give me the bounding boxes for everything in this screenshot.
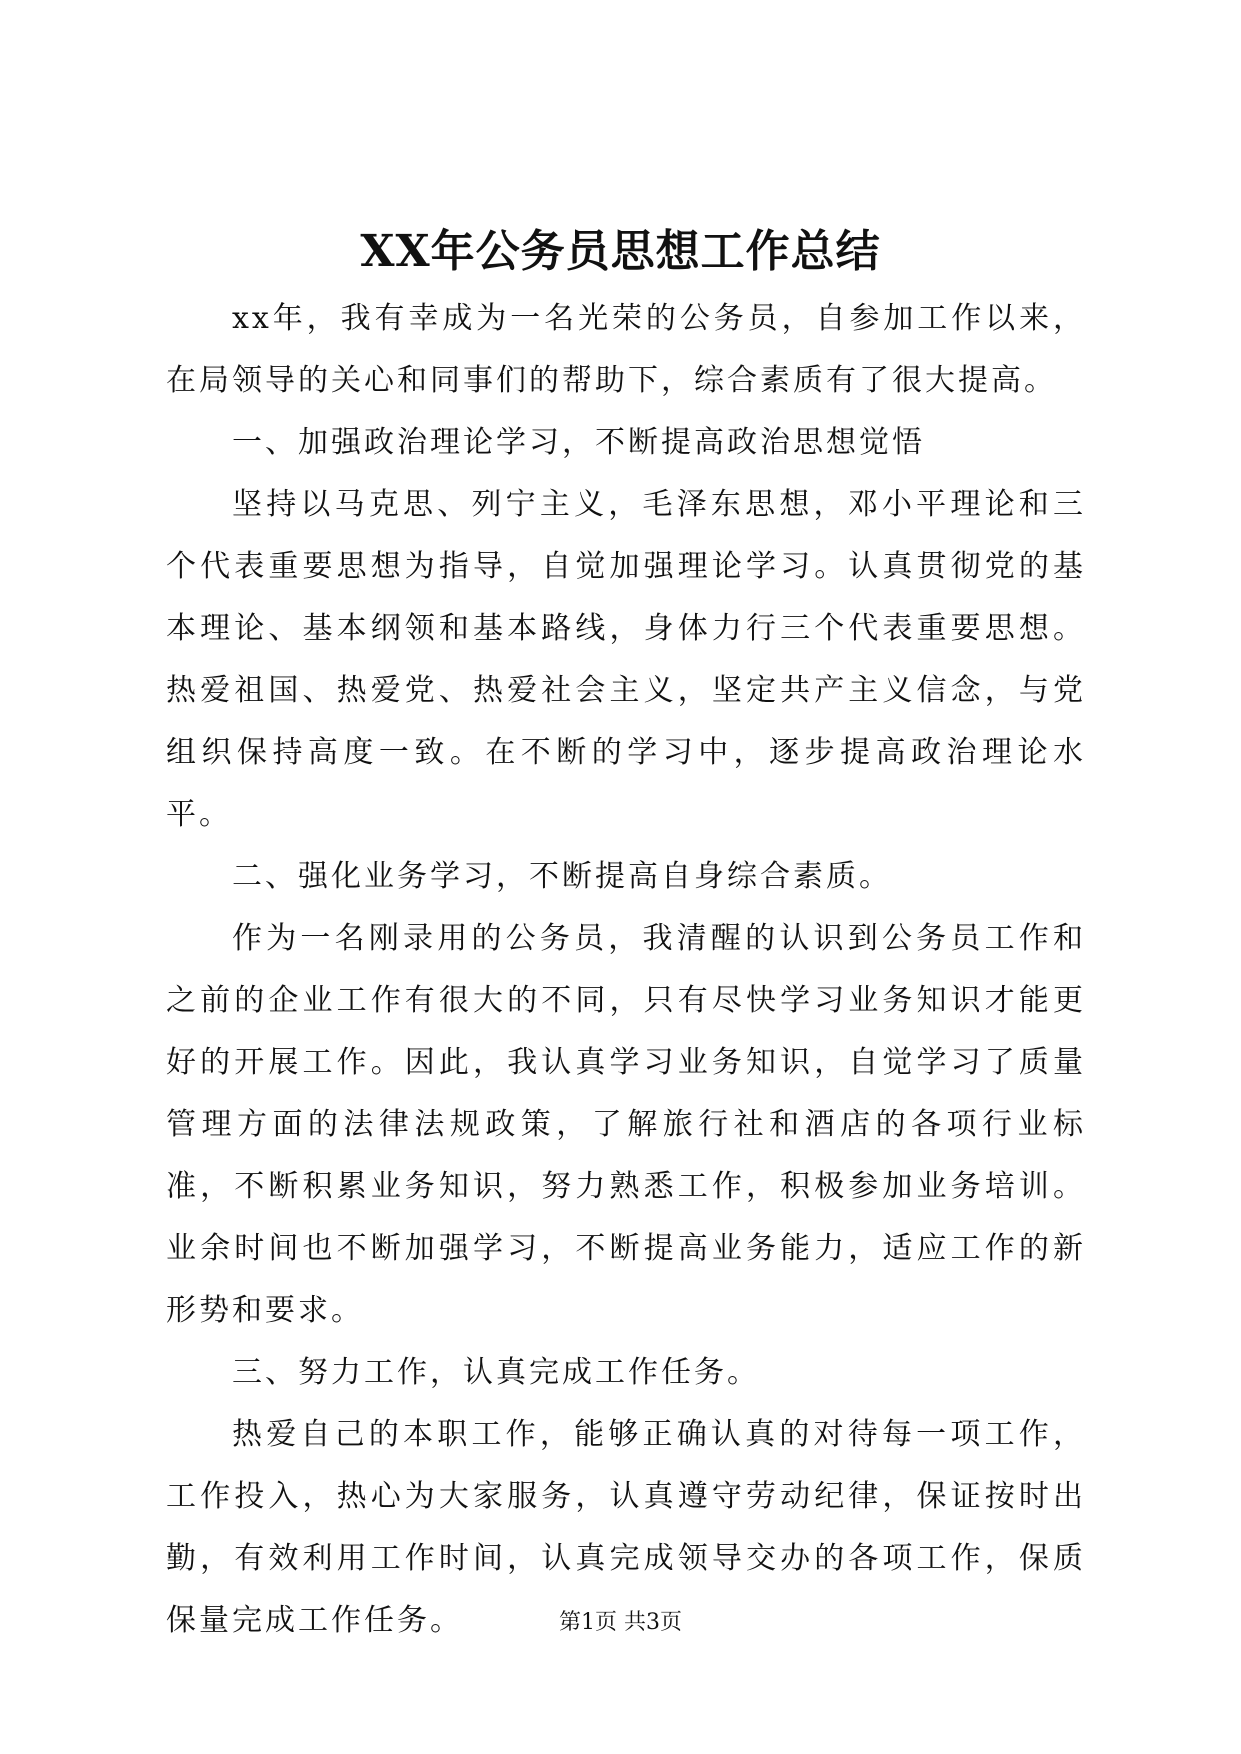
section-1-paragraph: 坚持以马克思、列宁主义，毛泽东思想，邓小平理论和三个代表重要思想为指导，自觉加强理论学习。认真贯彻党的基本理论、基本纲领和基本路线，身体力行三个代表重要思想。热爱祖国、热爱党、热爱社会主义，坚定共产主义信念，与党组织保持高度一致。在不断的学习中，逐步提高政治理论水平。 <box>166 487 1086 832</box>
document-title: XX年公务员思想工作总结 <box>360 226 881 277</box>
page-number-footer: 第1页 共3页 <box>559 1610 682 1635</box>
section-2-heading: 二、强化业务学习，不断提高自身综合素质。 <box>232 859 892 894</box>
intro-paragraph: xx年，我有幸成为一名光荣的公务员，自参加工作以来，在局领导的关心和同事们的帮助下，综合素质有了很大提高。 <box>166 301 1086 398</box>
document-body <box>166 288 1086 1652</box>
section-2-paragraph: 作为一名刚录用的公务员，我清醒的认识到公务员工作和之前的企业工作有很大的不同，只有尽快学习业务知识才能更好的开展工作。因此，我认真学习业务知识，自觉学习了质量管理方面的法律法规政策，了解旅行社和酒店的各项行业标准，不断积累业务知识，努力熟悉工作，积极参加业务培训。业余时间也不断加强学习，不断提高业务能力，适应工作的新形势和要求。 <box>166 921 1086 1328</box>
section-1-heading: 一、加强政治理论学习，不断提高政治思想觉悟 <box>232 425 925 460</box>
section-3-heading: 三、努力工作，认真完成工作任务。 <box>232 1355 760 1390</box>
section-3-paragraph: 热爱自己的本职工作，能够正确认真的对待每一项工作，工作投入，热心为大家服务，认真遵守劳动纪律，保证按时出勤，有效利用工作时间，认真完成领导交办的各项工作，保质保量完成工作任务。 <box>166 1417 1086 1638</box>
